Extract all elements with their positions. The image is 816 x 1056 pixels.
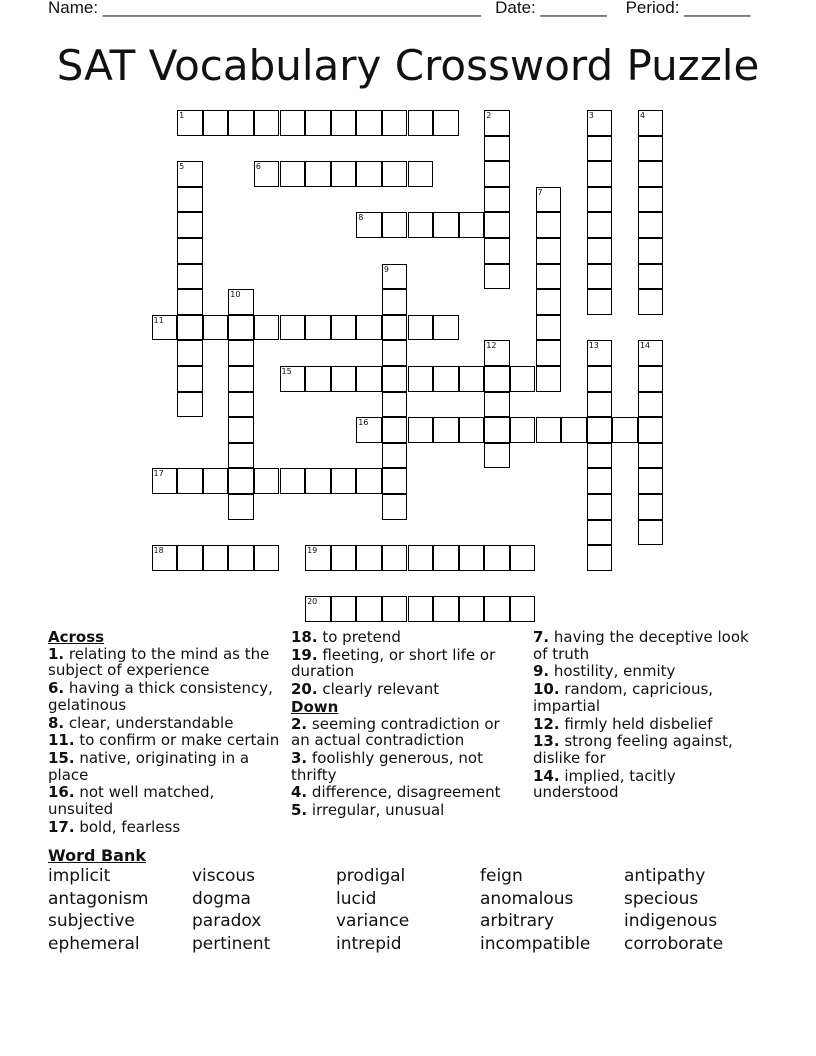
clue-number: 10. — [533, 680, 560, 699]
grid-cell[interactable] — [638, 494, 664, 520]
grid-cell[interactable] — [587, 520, 613, 546]
grid-cell[interactable] — [280, 161, 306, 187]
clue-text: random, capricious, impartial — [533, 680, 714, 715]
grid-cell[interactable] — [638, 187, 664, 213]
grid-cell[interactable] — [382, 366, 408, 392]
clue-down-2 — [291, 716, 523, 749]
clue-text: strong feeling against, dislike for — [533, 732, 733, 767]
grid-cell[interactable] — [638, 110, 664, 136]
grid-cell[interactable] — [356, 212, 382, 238]
grid-cell[interactable] — [587, 238, 613, 264]
grid-cell[interactable] — [433, 545, 459, 571]
grid-cell[interactable] — [408, 417, 434, 443]
grid-cell[interactable] — [484, 264, 510, 290]
grid-cell[interactable] — [228, 110, 254, 136]
grid-cell[interactable] — [152, 315, 178, 341]
clue-number: 18. — [291, 628, 318, 646]
grid-cell[interactable] — [638, 340, 664, 366]
clue-number: 20. — [291, 680, 318, 699]
grid-cell[interactable] — [408, 315, 434, 341]
grid-cell[interactable] — [177, 110, 203, 136]
grid-cell[interactable] — [587, 212, 613, 238]
clue-down-10 — [533, 681, 765, 714]
grid-cell[interactable] — [331, 596, 357, 622]
clue-number: 19. — [291, 645, 318, 664]
word-bank-item: paradox — [192, 911, 262, 931]
grid-cell[interactable] — [484, 187, 510, 213]
clue-number-label: 1 — [179, 111, 185, 120]
grid-cell[interactable] — [331, 366, 357, 392]
grid-cell[interactable] — [203, 545, 229, 571]
word-bank-item: anomalous — [480, 888, 574, 909]
grid-cell[interactable] — [356, 545, 382, 571]
grid-cell[interactable] — [510, 545, 536, 571]
clue-text: having a thick consistency, gelatinous — [48, 679, 273, 714]
clue-number-label: 3 — [588, 111, 594, 120]
word-bank-item: specious — [624, 888, 699, 909]
grid-cell[interactable] — [356, 110, 382, 136]
grid-cell[interactable] — [254, 110, 280, 136]
grid-cell[interactable] — [587, 468, 613, 494]
word-bank-title: Word Bank — [48, 846, 147, 865]
clue-across-18 — [291, 629, 523, 646]
grid-cell[interactable] — [536, 187, 562, 213]
grid-cell[interactable] — [152, 468, 178, 494]
grid-cell[interactable] — [382, 110, 408, 136]
clue-down-12 — [533, 716, 765, 733]
word-bank-item: antipathy — [624, 866, 706, 886]
clue-number-label: 7 — [537, 187, 543, 197]
grid-cell[interactable] — [331, 468, 357, 494]
clue-column-2 — [291, 629, 523, 820]
grid-cell[interactable] — [638, 136, 664, 162]
word-bank-item: implicit — [48, 866, 111, 886]
grid-cell[interactable] — [536, 289, 562, 315]
clue-number-label: 5 — [179, 162, 185, 172]
grid-cell[interactable] — [228, 392, 254, 418]
grid-cell[interactable] — [638, 212, 664, 238]
word-bank-item: pertinent — [192, 933, 271, 954]
grid-cell[interactable] — [638, 264, 664, 290]
clue-text: foolishly generous, not thrifty — [291, 748, 483, 784]
across-heading: Across — [48, 628, 105, 646]
grid-cell[interactable] — [433, 366, 459, 392]
clue-number-label: 9 — [383, 264, 389, 274]
grid-cell[interactable] — [638, 417, 664, 443]
clue-column-1 — [48, 629, 280, 836]
clue-number-label: 15 — [281, 367, 292, 376]
word-bank-item: prodigal — [336, 866, 406, 886]
clue-number: 15. — [48, 748, 75, 767]
clue-number-label: 17 — [153, 469, 164, 479]
grid-cell[interactable] — [587, 289, 613, 315]
grid-cell[interactable] — [305, 545, 331, 571]
grid-cell[interactable] — [561, 417, 587, 443]
clue-number-label: 19 — [307, 546, 318, 556]
clue-number: 16. — [48, 783, 75, 802]
grid-cell[interactable] — [177, 545, 203, 571]
clue-text: clearly relevant — [322, 680, 440, 699]
grid-cell[interactable] — [459, 596, 485, 622]
clue-across-1 — [48, 646, 280, 679]
clue-down-5 — [291, 802, 523, 819]
clue-across-17 — [48, 819, 280, 836]
grid-cell[interactable] — [433, 417, 459, 443]
word-bank-item: feign — [480, 866, 523, 886]
grid-cell[interactable] — [228, 366, 254, 392]
grid-cell[interactable] — [305, 596, 331, 622]
grid-cell[interactable] — [228, 443, 254, 469]
clue-across-19 — [291, 647, 523, 680]
clue-across-6 — [48, 680, 280, 713]
grid-cell[interactable] — [484, 443, 510, 469]
grid-cell[interactable] — [484, 545, 510, 571]
word-bank — [48, 867, 788, 954]
grid-cell[interactable] — [587, 136, 613, 162]
clue-number-label: 20 — [307, 597, 318, 607]
grid-cell[interactable] — [484, 110, 510, 136]
clue-down-9 — [533, 663, 765, 680]
word-bank-item: subjective — [48, 911, 135, 931]
grid-cell[interactable] — [587, 443, 613, 469]
grid-cell[interactable] — [459, 212, 485, 238]
grid-cell[interactable] — [280, 366, 306, 392]
clue-number-label: 6 — [255, 162, 261, 172]
grid-cell[interactable] — [408, 212, 434, 238]
clue-text: not well matched, unsuited — [48, 783, 215, 819]
grid-cell[interactable] — [228, 340, 254, 366]
grid-cell[interactable] — [484, 596, 510, 622]
grid-cell[interactable] — [382, 161, 408, 187]
clue-number-label: 13 — [588, 341, 599, 351]
clue-number: 12. — [533, 714, 560, 733]
grid-cell[interactable] — [408, 545, 434, 571]
grid-cell[interactable] — [587, 494, 613, 520]
page-title: SAT Vocabulary Crossword Puzzle — [56, 41, 760, 90]
grid-cell[interactable] — [382, 545, 408, 571]
grid-cell[interactable] — [331, 545, 357, 571]
clue-text: firmly held disbelief — [564, 714, 713, 733]
grid-cell[interactable] — [484, 136, 510, 162]
grid-cell[interactable] — [484, 212, 510, 238]
grid-cell[interactable] — [305, 468, 331, 494]
clue-across-15 — [48, 750, 280, 783]
grid-cell[interactable] — [228, 417, 254, 443]
grid-cell[interactable] — [177, 264, 203, 290]
grid-cell[interactable] — [638, 443, 664, 469]
clue-text: to confirm or make certain — [79, 731, 280, 750]
grid-cell[interactable] — [254, 545, 280, 571]
grid-cell[interactable] — [254, 315, 280, 341]
clue-number-label: 12 — [486, 341, 497, 351]
clue-number-label: 8 — [358, 213, 364, 223]
grid-cell[interactable] — [331, 315, 357, 341]
clue-text: hostility, enmity — [553, 662, 676, 681]
grid-cell[interactable] — [638, 468, 664, 494]
grid-cell[interactable] — [177, 212, 203, 238]
grid-cell[interactable] — [382, 443, 408, 469]
grid-cell[interactable] — [510, 417, 536, 443]
clue-number: 11. — [48, 731, 75, 750]
grid-cell[interactable] — [638, 392, 664, 418]
grid-cell[interactable] — [280, 468, 306, 494]
grid-cell[interactable] — [484, 340, 510, 366]
grid-cell[interactable] — [203, 468, 229, 494]
grid-cell[interactable] — [280, 315, 306, 341]
clue-across-11 — [48, 732, 280, 749]
grid-cell[interactable] — [612, 417, 638, 443]
clue-number-label: 14 — [639, 341, 651, 351]
clue-text: native, originating in a place — [48, 748, 250, 784]
grid-cell[interactable] — [536, 315, 562, 341]
clue-number: 7. — [533, 628, 550, 646]
word-bank-item: intrepid — [336, 933, 402, 954]
grid-cell[interactable] — [177, 340, 203, 366]
grid-cell[interactable] — [356, 417, 382, 443]
grid-cell[interactable] — [382, 340, 408, 366]
grid-cell[interactable] — [408, 366, 434, 392]
grid-cell[interactable] — [382, 212, 408, 238]
clue-down-7 — [533, 629, 765, 662]
clue-number: 1. — [48, 644, 65, 663]
clue-number: 13. — [533, 732, 560, 751]
grid-cell[interactable] — [484, 417, 510, 443]
grid-cell[interactable] — [356, 596, 382, 622]
grid-cell[interactable] — [382, 392, 408, 418]
grid-cell[interactable] — [638, 520, 664, 546]
grid-cell[interactable] — [228, 315, 254, 341]
grid-cell[interactable] — [638, 238, 664, 264]
grid-cell[interactable] — [484, 161, 510, 187]
grid-cell[interactable] — [459, 545, 485, 571]
clue-across-8 — [48, 715, 280, 732]
grid-cell[interactable] — [228, 468, 254, 494]
grid-cell[interactable] — [382, 494, 408, 520]
grid-cell[interactable] — [587, 110, 613, 136]
clue-down-4 — [291, 784, 523, 801]
grid-cell[interactable] — [177, 187, 203, 213]
grid-cell[interactable] — [228, 545, 254, 571]
clue-down-13 — [533, 733, 765, 766]
clue-number: 14. — [533, 766, 560, 785]
grid-cell[interactable] — [177, 289, 203, 315]
clue-across-20 — [291, 681, 523, 698]
clue-text: fleeting, or short life or duration — [291, 645, 496, 681]
grid-cell[interactable] — [331, 110, 357, 136]
grid-cell[interactable] — [254, 468, 280, 494]
word-bank-item: variance — [336, 911, 410, 931]
grid-cell[interactable] — [254, 161, 280, 187]
word-bank-item: arbitrary — [480, 911, 555, 931]
grid-cell[interactable] — [177, 468, 203, 494]
grid-cell[interactable] — [408, 161, 434, 187]
clue-text: relating to the mind as the subject of experience — [48, 644, 270, 680]
grid-cell[interactable] — [382, 596, 408, 622]
grid-cell[interactable] — [536, 238, 562, 264]
clue-number: 3. — [291, 748, 308, 767]
grid-cell[interactable] — [152, 545, 178, 571]
grid-cell[interactable] — [408, 110, 434, 136]
word-bank-item: dogma — [192, 888, 251, 909]
clue-number-label: 4 — [639, 111, 645, 120]
clue-text: implied, tacitly understood — [533, 766, 676, 802]
clue-text: seeming contradiction or an actual contradiction — [291, 714, 500, 750]
clue-number: 17. — [48, 817, 75, 836]
grid-cell[interactable] — [638, 366, 664, 392]
clue-text: bold, fearless — [79, 817, 181, 836]
grid-cell[interactable] — [638, 161, 664, 187]
clue-number: 9. — [533, 662, 550, 681]
grid-cell[interactable] — [356, 161, 382, 187]
grid-cell[interactable] — [177, 366, 203, 392]
clue-number-label: 10 — [230, 290, 241, 300]
grid-cell[interactable] — [536, 366, 562, 392]
word-bank-item: lucid — [336, 888, 377, 909]
grid-cell[interactable] — [305, 315, 331, 341]
grid-cell[interactable] — [382, 417, 408, 443]
grid-cell[interactable] — [484, 238, 510, 264]
grid-cell[interactable] — [177, 315, 203, 341]
grid-cell[interactable] — [356, 315, 382, 341]
grid-cell[interactable] — [177, 238, 203, 264]
grid-cell[interactable] — [305, 110, 331, 136]
grid-cell[interactable] — [587, 417, 613, 443]
word-bank-item: viscous — [192, 866, 256, 886]
word-bank-item: incompatible — [480, 933, 591, 954]
clue-number-label: 11 — [153, 315, 164, 325]
clue-number: 8. — [48, 713, 65, 732]
grid-cell[interactable] — [484, 392, 510, 418]
clue-across-16 — [48, 784, 280, 817]
grid-cell[interactable] — [382, 289, 408, 315]
grid-cell[interactable] — [536, 264, 562, 290]
grid-cell[interactable] — [331, 161, 357, 187]
grid-cell[interactable] — [408, 596, 434, 622]
grid-cell[interactable] — [305, 161, 331, 187]
grid-cell[interactable] — [638, 289, 664, 315]
grid-cell[interactable] — [382, 315, 408, 341]
grid-cell[interactable] — [536, 340, 562, 366]
grid-cell[interactable] — [356, 366, 382, 392]
grid-cell[interactable] — [177, 161, 203, 187]
grid-cell[interactable] — [433, 110, 459, 136]
grid-cell[interactable] — [356, 468, 382, 494]
word-bank-item: indigenous — [624, 911, 718, 931]
clue-number: 5. — [291, 801, 308, 820]
header-name-date-period: Name: ________________________________________ Date: _______ Period: _______ — [48, 0, 751, 17]
grid-cell[interactable] — [382, 264, 408, 290]
clue-down-14 — [533, 768, 765, 801]
clue-text: clear, understandable — [68, 713, 234, 732]
grid-cell[interactable] — [228, 494, 254, 520]
grid-cell[interactable] — [280, 110, 306, 136]
clue-number-label: 2 — [486, 111, 492, 120]
clue-text: irregular, unusual — [311, 801, 445, 820]
clue-column-3 — [533, 629, 765, 802]
clue-text: having the deceptive look of truth — [533, 628, 749, 663]
grid-cell[interactable] — [536, 212, 562, 238]
clue-text: to pretend — [322, 628, 401, 646]
grid-cell[interactable] — [305, 366, 331, 392]
grid-cell[interactable] — [587, 340, 613, 366]
word-bank-item: antagonism — [48, 888, 149, 909]
clue-number-label: 16 — [358, 418, 369, 428]
grid-cell[interactable] — [203, 315, 229, 341]
grid-cell[interactable] — [587, 161, 613, 187]
grid-cell[interactable] — [510, 366, 536, 392]
clue-number-label: 18 — [153, 546, 164, 556]
clue-number: 2. — [291, 714, 308, 733]
grid-cell[interactable] — [433, 212, 459, 238]
grid-cell[interactable] — [484, 366, 510, 392]
grid-cell[interactable] — [536, 417, 562, 443]
grid-cell[interactable] — [510, 596, 536, 622]
clue-number: 4. — [291, 783, 308, 802]
grid-cell[interactable] — [587, 187, 613, 213]
grid-cell[interactable] — [587, 392, 613, 418]
grid-cell[interactable] — [587, 545, 613, 571]
grid-cell[interactable] — [459, 366, 485, 392]
clue-text: difference, disagreement — [311, 783, 501, 802]
grid-cell[interactable] — [433, 315, 459, 341]
grid-cell[interactable] — [177, 392, 203, 418]
clue-number: 6. — [48, 679, 65, 698]
grid-cell[interactable] — [459, 417, 485, 443]
grid-cell[interactable] — [228, 289, 254, 315]
clue-down-3 — [291, 750, 523, 783]
grid-cell[interactable] — [382, 468, 408, 494]
grid-cell[interactable] — [433, 596, 459, 622]
word-bank-item: corroborate — [624, 933, 724, 954]
down-heading: Down — [291, 697, 339, 716]
word-bank-item: ephemeral — [48, 933, 140, 954]
grid-cell[interactable] — [203, 110, 229, 136]
grid-cell[interactable] — [587, 366, 613, 392]
grid-cell[interactable] — [587, 264, 613, 290]
